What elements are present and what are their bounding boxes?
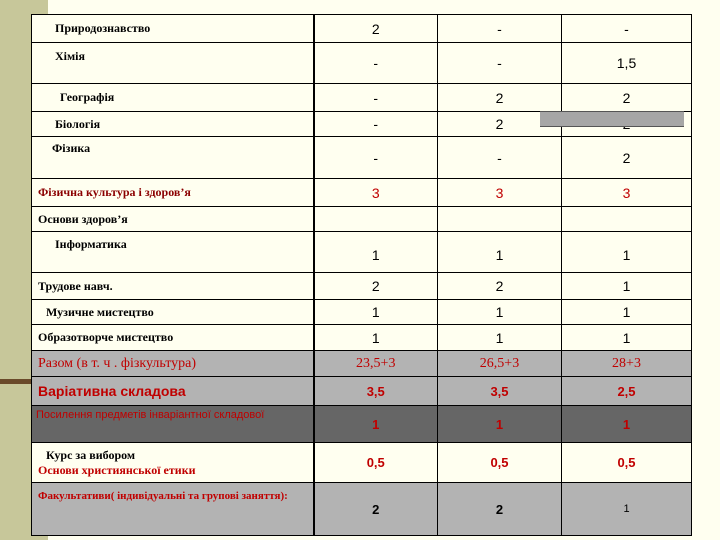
value-cell: - [438,43,562,84]
value-cell: 1,5 [562,43,692,84]
table-row [32,325,692,351]
value-cell: 1 [562,273,692,300]
subject-cell: Хімія [32,43,314,84]
table-row-invariant-boost [32,406,692,443]
value-cell: 26,5+3 [438,351,562,377]
table-row [32,137,692,179]
value-cell: - [314,137,438,179]
value-cell: - [562,15,692,43]
value-cell: - [438,15,562,43]
subject-cell: Природознавство [32,15,314,43]
subject-cell: Фізична культура і здоров’я [32,179,314,207]
value-cell: 1 [438,300,562,325]
value-cell: - [438,137,562,179]
value-cell: 2 [314,273,438,300]
subject-cell: Образотворче мистецтво [32,325,314,351]
subject-cell: Курс за вибором Основи християнської етики [32,443,314,483]
value-cell: 3,5 [438,377,562,406]
value-cell: 2 [314,15,438,43]
value-cell: 1 [562,232,692,273]
value-cell: 1 [562,325,692,351]
table-row [32,43,692,84]
value-cell: 1 [438,325,562,351]
value-cell: - [314,43,438,84]
value-cell: 1 [314,406,438,443]
value-cell: 1 [562,300,692,325]
subject-cell: Факультативи( індивідуальні та групові заняття): [32,483,314,536]
value-cell [438,207,562,232]
value-cell [314,207,438,232]
value-cell: 2 [438,84,562,112]
table-row [32,207,692,232]
subject-cell: Основи здоров’я [32,207,314,232]
value-cell: - [314,112,438,137]
subject-cell: Варіативна складова [32,377,314,406]
value-cell: 1 [438,232,562,273]
value-cell: 23,5+3 [314,351,438,377]
highlight-box [540,111,684,127]
value-cell: 0,5 [314,443,438,483]
value-cell: 3 [562,179,692,207]
value-cell: 2,5 [562,377,692,406]
value-cell: 0,5 [562,443,692,483]
value-cell: 3 [438,179,562,207]
subject-cell: Географія [32,84,314,112]
value-cell: 2 [562,84,692,112]
value-cell: 1 [314,325,438,351]
table-row-variative [32,377,692,406]
subject-cell: Разом (в т. ч . фізкультура) [32,351,314,377]
table-row-optional [32,483,692,536]
table-row [32,300,692,325]
value-cell: 2 [314,483,438,536]
value-cell: 2 [438,112,562,137]
table-row-elective [32,443,692,483]
value-cell: - [314,84,438,112]
curriculum-table [31,14,692,536]
value-cell: 3 [314,179,438,207]
table-row [32,232,692,273]
value-cell: 2 [438,483,562,536]
subject-cell: Посилення предметів інваріантної складової [32,406,314,443]
subject-cell: Музичне мистецтво [32,300,314,325]
value-cell: 1 [314,232,438,273]
subject-cell: Біологія [32,112,314,137]
subject-cell: Інформатика [32,232,314,273]
table-row [32,179,692,207]
value-cell: 28+3 [562,351,692,377]
table-row-total [32,351,692,377]
value-cell: 2 [438,273,562,300]
table-row [32,273,692,300]
value-cell: 2 [562,137,692,179]
value-cell: 3,5 [314,377,438,406]
value-cell: 1 [562,483,692,536]
subject-cell: Фізика [32,137,314,179]
table-row [32,84,692,112]
value-cell [562,207,692,232]
value-cell: 1 [438,406,562,443]
table-row [32,15,692,43]
value-cell: 1 [314,300,438,325]
subject-cell: Трудове навч. [32,273,314,300]
value-cell: 0,5 [438,443,562,483]
value-cell: 1 [562,406,692,443]
